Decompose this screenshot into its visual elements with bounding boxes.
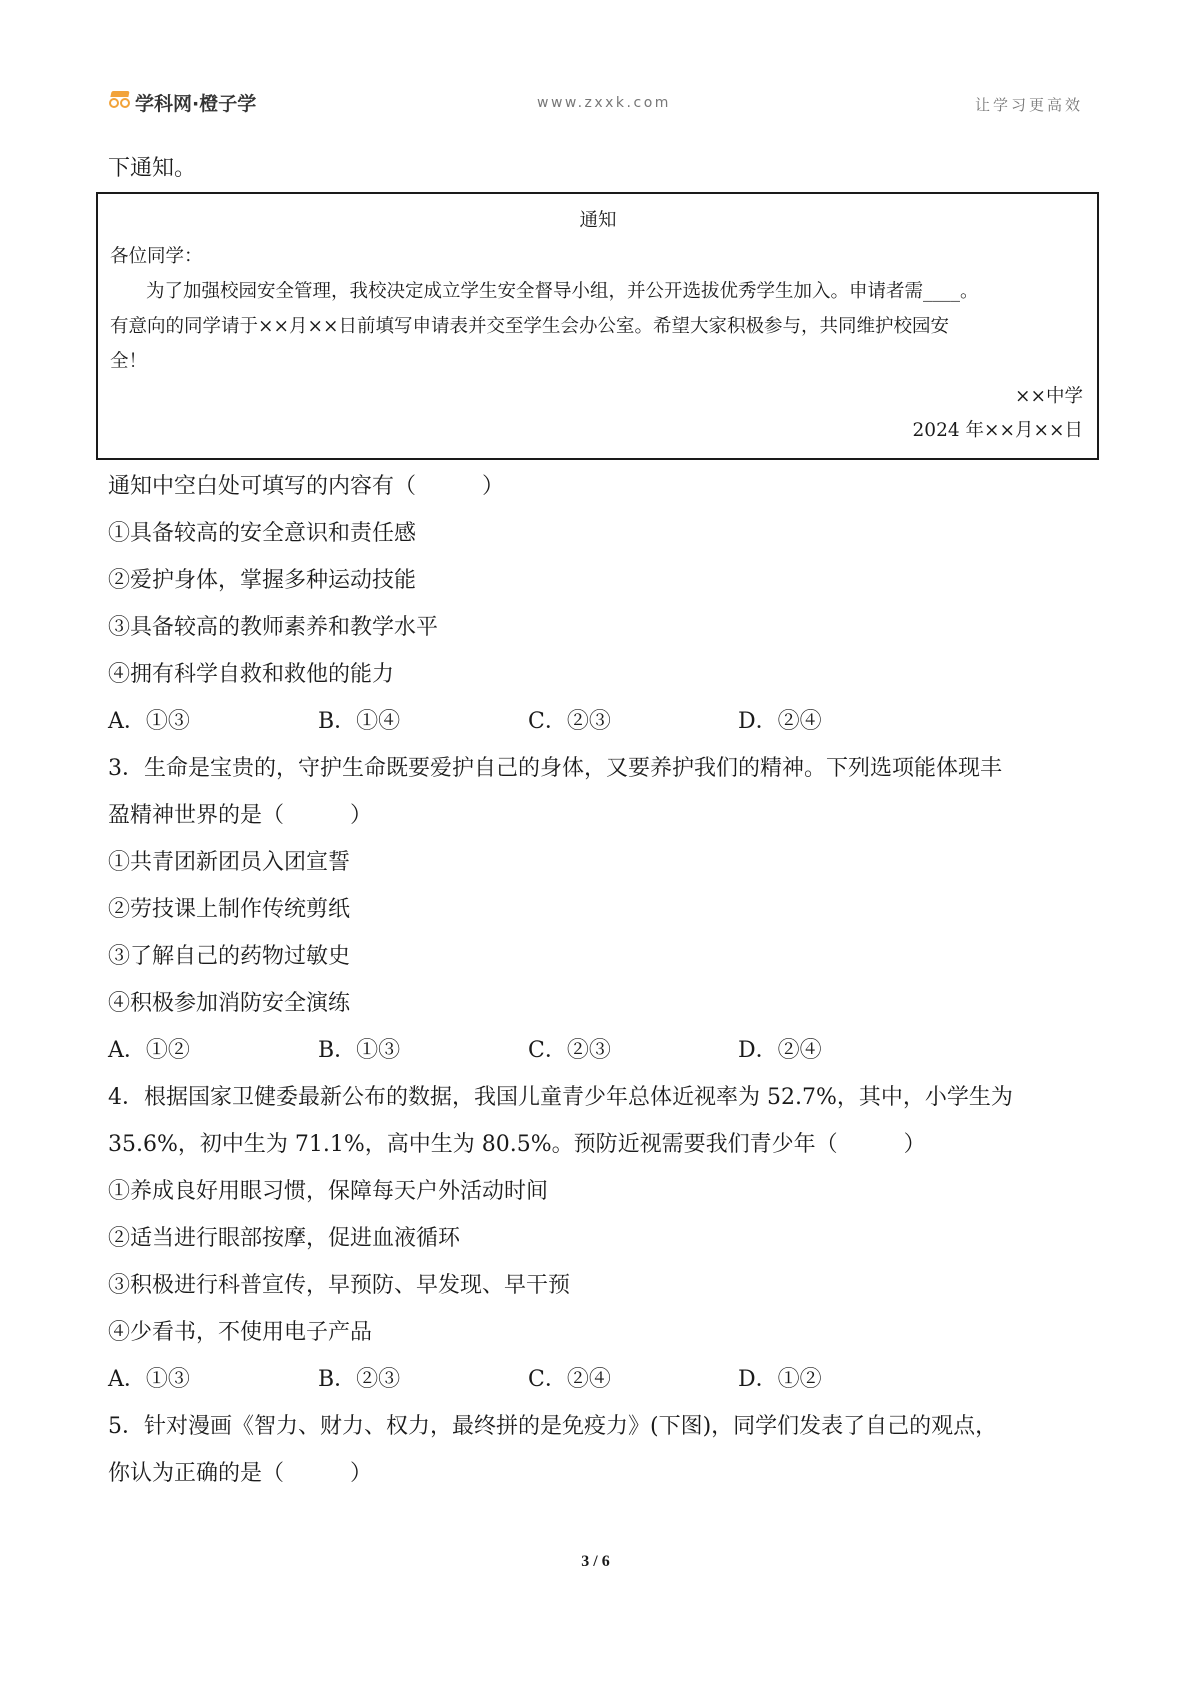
question-3-item: ③了解自己的药物过敏史 xyxy=(108,944,351,969)
notice-body-line: 有意向的同学请于××月××日前填写申请表并交至学生会办公室。希望大家积极参与，共同维护校园安 xyxy=(110,316,950,337)
question-4-item: ④少看书，不使用电子产品 xyxy=(108,1320,373,1345)
option-d[interactable]: D．①② xyxy=(738,1367,822,1392)
notice-box xyxy=(96,192,1099,460)
notice-greeting: 各位同学： xyxy=(110,246,203,267)
header-slogan: 让学习更高效 xyxy=(975,96,1084,114)
option-b[interactable]: B．②③ xyxy=(318,1367,401,1392)
page-number: 3 / 6 xyxy=(581,1553,610,1570)
page-header xyxy=(0,0,1191,130)
option-b[interactable]: B．①④ xyxy=(318,709,401,734)
question-2-item: ④拥有科学自救和救他的能力 xyxy=(108,662,395,687)
question-2-item: ①具备较高的安全意识和责任感 xyxy=(108,521,417,546)
option-c[interactable]: C．②③ xyxy=(528,1038,611,1063)
question-3-options xyxy=(108,1036,1108,1066)
question-2-item: ②爱护身体，掌握多种运动技能 xyxy=(108,568,417,593)
option-a[interactable]: A．①② xyxy=(108,1038,190,1063)
question-2-item: ③具备较高的教师素养和教学水平 xyxy=(108,615,439,640)
question-4-item: ②适当进行眼部按摩，促进血液循环 xyxy=(108,1226,461,1251)
notice-body-line: 为了加强校园安全管理，我校决定成立学生安全督导小组，并公开选拔优秀学生加入。申请者需____。 xyxy=(146,281,979,302)
site-url[interactable]: www.zxxk.com xyxy=(537,95,671,111)
notice-body-line: 全！ xyxy=(110,351,148,372)
option-d[interactable]: D．②④ xyxy=(738,709,822,734)
question-4-stem: 4．根据国家卫健委最新公布的数据，我国儿童青少年总体近视率为 52.7%，其中，小学生为 xyxy=(108,1085,1013,1110)
question-3-stem: 3．生命是宝贵的，守护生命既要爱护自己的身体，又要养护我们的精神。下列选项能体现丰 xyxy=(108,756,1003,781)
notice-signature: ××中学 xyxy=(1014,386,1083,407)
notice-date: 2024 年××月××日 xyxy=(912,420,1083,441)
question-5-stem-cont: 你认为正确的是（ ） xyxy=(108,1461,373,1486)
question-2-intro-tail: 下通知。 xyxy=(108,156,197,181)
question-3-item: ①共青团新团员入团宣誓 xyxy=(108,850,351,875)
option-d[interactable]: D．②④ xyxy=(738,1038,822,1063)
question-4-stem-cont: 35.6%，初中生为 71.1%，高中生为 80.5%。预防近视需要我们青少年（ ） xyxy=(108,1132,926,1157)
question-4-options xyxy=(108,1365,1108,1395)
notice-title: 通知 xyxy=(579,210,617,231)
owl-logo-icon xyxy=(108,93,132,111)
question-2-stem: 通知中空白处可填写的内容有（ ） xyxy=(108,474,505,499)
option-c[interactable]: C．②③ xyxy=(528,709,611,734)
option-a[interactable]: A．①③ xyxy=(108,709,190,734)
question-3-item: ④积极参加消防安全演练 xyxy=(108,991,351,1016)
brand-name: 学科网·橙子学 xyxy=(135,92,257,115)
question-4-item: ①养成良好用眼习惯，保障每天户外活动时间 xyxy=(108,1179,549,1204)
question-3-item: ②劳技课上制作传统剪纸 xyxy=(108,897,351,922)
option-b[interactable]: B．①③ xyxy=(318,1038,401,1063)
question-5-stem: 5．针对漫画《智力、财力、权力，最终拼的是免疫力》(下图)，同学们发表了自己的观点， xyxy=(108,1414,998,1439)
question-2-options xyxy=(108,707,1108,737)
question-4-item: ③积极进行科普宣传，早预防、早发现、早干预 xyxy=(108,1273,571,1298)
option-c[interactable]: C．②④ xyxy=(528,1367,611,1392)
brand-logo[interactable] xyxy=(108,88,256,116)
option-a[interactable]: A．①③ xyxy=(108,1367,190,1392)
question-3-stem-cont: 盈精神世界的是（ ） xyxy=(108,803,373,828)
